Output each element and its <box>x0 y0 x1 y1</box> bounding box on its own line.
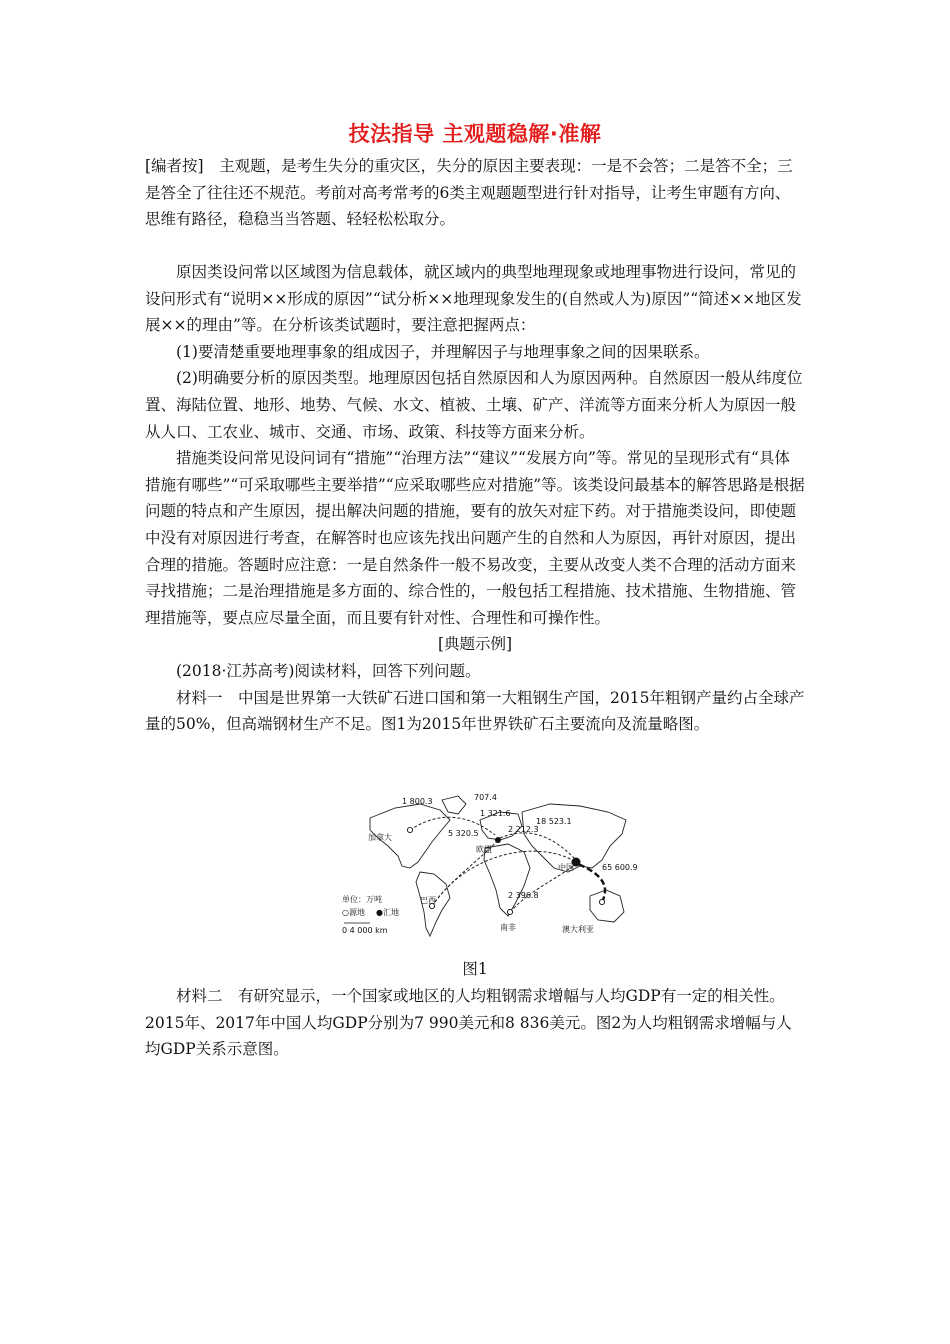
iron-ore-flow-map <box>340 790 640 950</box>
flow-value-label: 5 320.5 <box>448 829 479 838</box>
legend-unit: 单位：万吨 <box>342 895 382 904</box>
paragraph-measures: 措施类设问常见设问词有“措施”“治理方法”“建议”“发展方向”等。常见的呈现形式有“具体措施有哪些”“可采取哪些主要举措”“应采取哪些应对措施”等。该类设问最基本的解答思路是根据问题的特点和产生原因，提出解决问题的措施，要有的放矢对症下药。对于措施类设问，即使题中没有对原因进行考查，在解答时也应该先找出问题产生的自然和人为原因，再针对原因，提出合理的措施。答题时应注意：一是自然条件一般不易改变，主要从改变人类不合理的活动方面来寻找措施；二是治理措施是多方面的、综合性的，一般包括工程措施、技术措施、生物措施、管理措施等，要点应尽量全面，而且要有针对性、合理性和可操作性。 <box>145 449 805 627</box>
page-title: 技法指导 主观题稳解·准解 <box>348 122 602 146</box>
greenland-shape <box>442 796 466 814</box>
region-label-eu: 欧盟 <box>476 845 492 854</box>
example-heading: [典题示例] <box>437 635 513 654</box>
flow-value-label: 65 600.9 <box>602 863 638 872</box>
example-intro: (2018·江苏高考)阅读材料，回答下列问题。 <box>176 661 481 680</box>
africa-shape <box>484 844 530 916</box>
region-label-australia: 澳大利亚 <box>562 925 594 934</box>
source-marker-southafrica <box>507 909 512 914</box>
region-label-brazil: 巴西 <box>420 896 436 905</box>
australia-shape <box>590 890 624 922</box>
material-two: 材料二 有研究显示，一个国家或地区的人均粗钢需求增幅与人均GDP有一定的相关性。2015年、2017年中国人均GDP分别为7 990美元和8 836美元。图2为人均粗钢需求增幅与人均GDP关系示意图。 <box>145 987 792 1059</box>
editor-note <box>145 153 805 233</box>
legend-sink: ●汇地 <box>376 908 399 917</box>
source-marker-australia <box>599 899 604 904</box>
flow-value-label: 1 321.6 <box>480 809 511 818</box>
paragraph-point-2: (2)明确要分析的原因类型。地理原因包括自然原因和人为原因两种。自然原因一般从纬度位置、海陆位置、地形、地势、气候、水文、植被、土壤、矿产、洋流等方面来分析人为原因一般从人口、工农业、城市、交通、市场、政策、科技等方面来分析。 <box>145 369 803 441</box>
flow-value-label: 1 800.3 <box>402 797 433 806</box>
flow-value-label: 2 396.8 <box>508 891 539 900</box>
scale-label: 0 4 000 km <box>342 926 388 935</box>
paragraph-point-1: (1)要清楚重要地理事象的组成因子，并理解因子与地理事象之间的因果联系。 <box>176 342 710 361</box>
material-one: 材料一 中国是世界第一大铁矿石进口国和第一大粗钢生产国，2015年粗钢产量约占全球产量的50%，但高端钢材生产不足。图1为2015年世界铁矿石主要流向及流量略图。 <box>145 688 805 734</box>
sink-marker-eu <box>495 837 501 843</box>
region-label-china: 中国 <box>558 863 574 872</box>
editor-note-text: [编者按] 主观题，是考生失分的重灾区，失分的原因主要表现：一是不会答；二是答不全；三是答全了往往还不规范。考前对高考常考的6类主观题题型进行针对指导，让考生审题有方向、思维有路径，稳稳当当答题、轻轻松松取分。 <box>145 157 793 229</box>
region-label-canada: 加拿大 <box>368 833 392 842</box>
material-two-block <box>145 983 805 1063</box>
flow-line-australia-china <box>578 864 605 902</box>
flow-value-label: 18 523.1 <box>536 817 572 826</box>
flow-value-label: 707.4 <box>474 793 497 802</box>
region-label-southafrica: 南非 <box>500 923 516 932</box>
figure-caption: 图1 <box>462 960 488 978</box>
source-marker-canada <box>407 827 412 832</box>
legend-source: ○源地 <box>342 908 365 917</box>
main-content <box>145 259 805 738</box>
flow-line-eu-china <box>500 833 576 860</box>
paragraph-cause-intro: 原因类设问常以区域图为信息载体，就区域内的典型地理现象或地理事物进行设问，常见的设问形式有“说明××形成的原因”“试分析××地理现象发生的(自然或人为)原因”“简述××地区发展××的理由”等。在分析该类试题时，要注意把握两点： <box>145 263 802 335</box>
flow-value-label: 2 212.3 <box>508 825 539 834</box>
